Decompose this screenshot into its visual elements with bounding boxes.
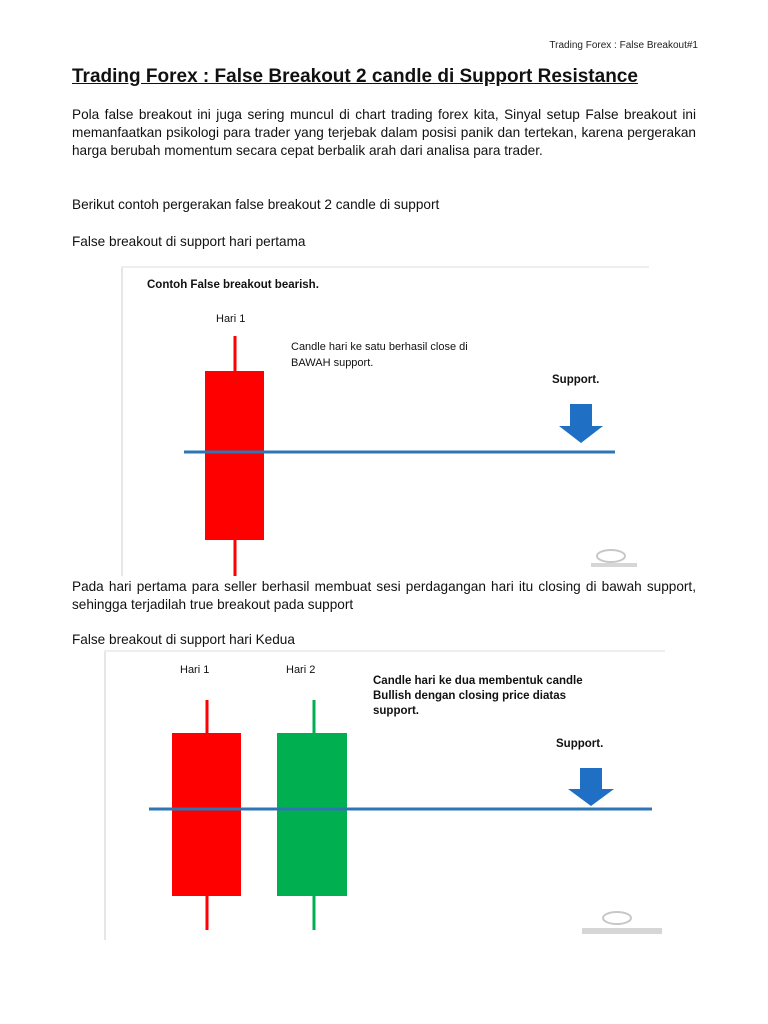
figure-day2-candle2-body [277, 733, 347, 896]
figure-day1-candle1-label: Hari 1 [216, 313, 246, 325]
figure-day1-title: Contoh False breakout bearish. [147, 279, 319, 291]
day1-heading: False breakout di support hari pertama [72, 234, 306, 249]
figure-day1-top-edge [121, 266, 649, 268]
example-intro-paragraph: Berikut contoh pergerakan false breakout 2 candle di support [72, 197, 440, 212]
figure-day1-chart [121, 266, 649, 576]
intro-paragraph: Pola false breakout ini juga sering muncul di chart trading forex kita, Sinyal setup False breakout ini memanfaatkan psikologi para trader yang terjebak dalam posisi panik dan tertekan, karena pergerakan harga berubah momentum secara cepat berbalik arah dari analisa para trader. [72, 107, 696, 158]
figure-day1-note-line1: Candle hari ke satu berhasil close di [291, 341, 468, 353]
figure-day1-candle1-body [205, 371, 264, 540]
figure-day1-support-label: Support. [552, 374, 600, 386]
day2-heading: False breakout di support hari Kedua [72, 632, 295, 647]
figure-day2-support-label: Support. [556, 738, 604, 750]
figure-day1-note-line2: BAWAH support. [291, 357, 374, 369]
figure-day2-note-line1: Candle hari ke dua membentuk candle [373, 675, 583, 687]
running-header: Trading Forex : False Breakout#1 [549, 40, 698, 51]
figure-day2-note-line3: support. [373, 705, 419, 717]
figure-day2-candle1-body [172, 733, 241, 896]
figure-day2 [104, 650, 665, 940]
figure-day2-note-line2: Bullish dengan closing price diatas [373, 690, 566, 702]
day1-explanation-paragraph: Pada hari pertama para seller berhasil membuat sesi perdagangan hari itu closing di bawah support, sehingga terjadilah true breakout pada support [72, 579, 696, 612]
figure-day1 [121, 266, 649, 576]
figure-day1-background [121, 266, 649, 576]
figure-day2-chart [104, 650, 665, 940]
figure-day2-left-edge [104, 650, 106, 940]
figure-day2-top-edge [104, 650, 665, 652]
figure-day1-left-edge [121, 266, 123, 576]
figure-day2-candle2-label: Hari 2 [286, 664, 316, 676]
figure-day2-candle1-label: Hari 1 [180, 664, 210, 676]
page-title: Trading Forex : False Breakout 2 candle di Support Resistance [72, 66, 638, 87]
